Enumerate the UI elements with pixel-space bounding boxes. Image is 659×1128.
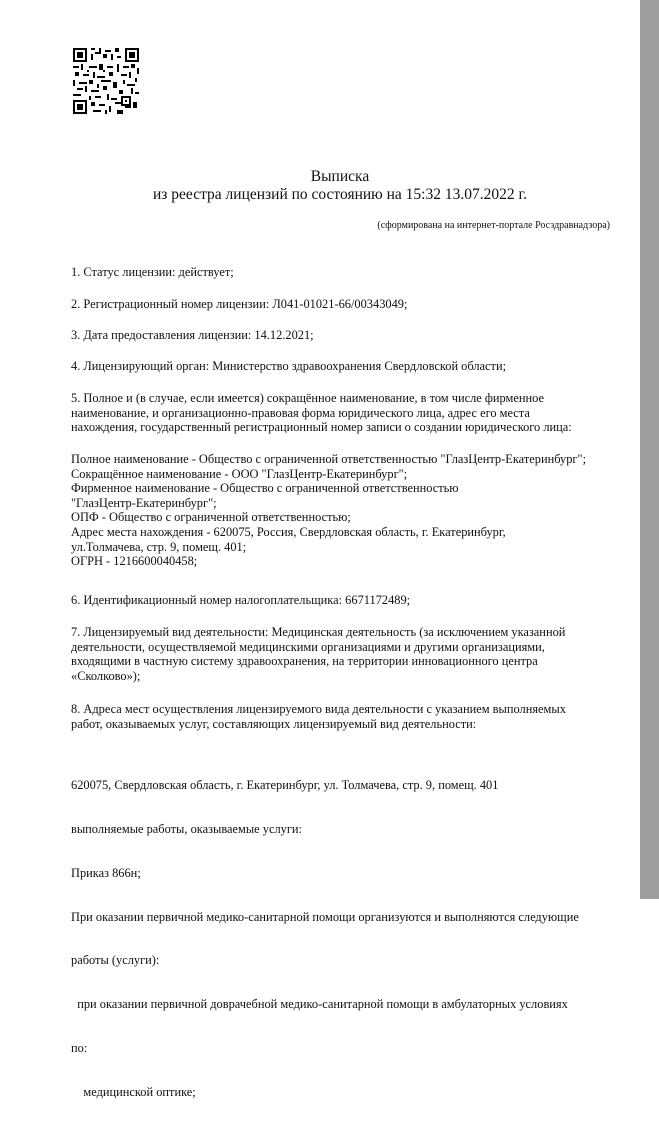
licensing-authority: 4. Лицензирующий орган: Министерство здравоохранения Свердловской области; bbox=[71, 359, 507, 373]
text-line: входящими в частную систему здравоохранения, на территории инновационного центра bbox=[71, 654, 538, 669]
text-line: наименование, и организационно-правовая форма юридического лица, адрес его места bbox=[71, 405, 530, 420]
text-line: нахождения, государственный регистрационный номер записи о создании юридического лица: bbox=[71, 420, 572, 435]
viewer-gutter bbox=[640, 0, 659, 899]
formed-note: (сформирована на интернет-портале Росздравнадзора) bbox=[377, 220, 610, 231]
text-line: ОГРН - 1216600040458; bbox=[71, 554, 198, 569]
document-title: Выписка bbox=[310, 168, 370, 185]
qr-code-icon bbox=[73, 48, 139, 114]
document-subtitle: из реестра лицензий по состоянию на 15:32 13.07.2022 г. bbox=[153, 186, 527, 203]
text-line: деятельности, осуществляемой медицинскими организациями и другими организациями, bbox=[71, 639, 545, 654]
license-date: 3. Дата предоставления лицензии: 14.12.2021; bbox=[71, 328, 314, 342]
text-line: Полное наименование - Общество с ограниченной ответственностью "ГлазЦентр-Екатеринбург"; bbox=[71, 452, 587, 466]
text-line: по: bbox=[71, 1040, 88, 1055]
text-line: "ГлазЦентр-Екатеринбург"; bbox=[71, 495, 217, 510]
text-line: 8. Адреса мест осуществления лицензируемого вида деятельности с указанием выполняемых bbox=[71, 702, 566, 716]
licensed-activity bbox=[71, 625, 611, 683]
text-line: работы (услуги): bbox=[71, 953, 160, 968]
license-status: 1. Статус лицензии: действует; bbox=[71, 265, 234, 279]
addresses-heading bbox=[71, 702, 611, 731]
text-line: медицинской оптике; bbox=[71, 1084, 196, 1099]
text-line: 620075, Свердловская область, г. Екатеринбург, ул. Толмачева, стр. 9, помещ. 401 bbox=[71, 778, 499, 793]
registration-number: 2. Регистрационный номер лицензии: Л041-01021-66/00343049; bbox=[71, 297, 408, 311]
text-line: При оказании первичной медико-санитарной помощи организуются и выполняются следующие bbox=[71, 909, 579, 924]
text-line: Приказ 866н; bbox=[71, 865, 141, 880]
text-line: 7. Лицензируемый вид деятельности: Медицинская деятельность (за исключением указанной bbox=[71, 625, 566, 639]
text-line: при оказании первичной доврачебной медико-санитарной помощи в амбулаторных условиях bbox=[71, 997, 568, 1012]
organization-details bbox=[71, 452, 611, 569]
text-line: ОПФ - Общество с ограниченной ответственностью; bbox=[71, 510, 351, 525]
taxpayer-id: 6. Идентификационный номер налогоплательщика: 6671172489; bbox=[71, 593, 411, 607]
text-line: выполняемые работы, оказываемые услуги: bbox=[71, 821, 303, 836]
text-line: «Сколково»); bbox=[71, 668, 141, 683]
text-line: Фирменное наименование - Общество с ограниченной ответственностью bbox=[71, 481, 459, 496]
text-line: Сокращённое наименование - ООО "ГлазЦентр-Екатеринбург"; bbox=[71, 466, 408, 481]
text-line: ул.Толмачева, стр. 9, помещ. 401; bbox=[71, 539, 247, 554]
text-line: 5. Полное и (в случае, если имеется) сокращённое наименование, в том числе фирменное bbox=[71, 391, 544, 405]
address-details bbox=[71, 749, 611, 1128]
text-line: работ, оказываемых услуг, составляющих лицензируемый вид деятельности: bbox=[71, 716, 477, 731]
text-line: Адрес места нахождения - 620075, Россия, Свердловская область, г. Екатеринбург, bbox=[71, 524, 506, 539]
organization-heading bbox=[71, 391, 611, 435]
